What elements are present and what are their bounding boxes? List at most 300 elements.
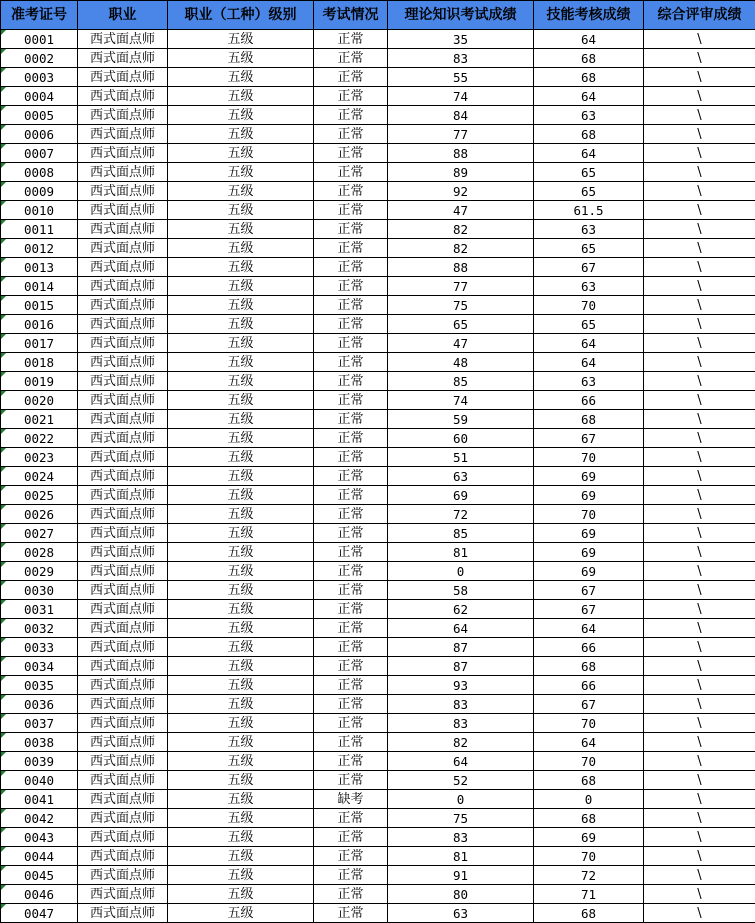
skill-score-cell[interactable]: 64 [534,87,644,106]
comprehensive-score-cell[interactable]: \ [644,638,755,657]
exam-id-cell[interactable]: 0006 [1,125,78,144]
occupation-cell[interactable]: 西式面点师 [78,790,168,809]
skill-score-cell[interactable]: 67 [534,581,644,600]
level-cell[interactable]: 五级 [168,505,314,524]
exam-id-cell[interactable]: 0038 [1,733,78,752]
theory-score-cell[interactable]: 74 [388,87,534,106]
level-cell[interactable]: 五级 [168,733,314,752]
exam-status-cell[interactable]: 正常 [314,828,388,847]
occupation-cell[interactable]: 西式面点师 [78,201,168,220]
exam-status-cell[interactable]: 正常 [314,505,388,524]
occupation-cell[interactable]: 西式面点师 [78,182,168,201]
header-occupation[interactable]: 职业 [78,1,168,30]
exam-id-cell[interactable]: 0025 [1,486,78,505]
comprehensive-score-cell[interactable]: \ [644,125,755,144]
skill-score-cell[interactable]: 68 [534,68,644,87]
comprehensive-score-cell[interactable]: \ [644,771,755,790]
level-cell[interactable]: 五级 [168,790,314,809]
level-cell[interactable]: 五级 [168,809,314,828]
level-cell[interactable]: 五级 [168,106,314,125]
level-cell[interactable]: 五级 [168,372,314,391]
comprehensive-score-cell[interactable]: \ [644,372,755,391]
skill-score-cell[interactable]: 66 [534,676,644,695]
level-cell[interactable]: 五级 [168,182,314,201]
skill-score-cell[interactable]: 66 [534,391,644,410]
comprehensive-score-cell[interactable]: \ [644,847,755,866]
occupation-cell[interactable]: 西式面点师 [78,619,168,638]
comprehensive-score-cell[interactable]: \ [644,410,755,429]
skill-score-cell[interactable]: 64 [534,619,644,638]
comprehensive-score-cell[interactable]: \ [644,505,755,524]
header-skill-score[interactable]: 技能考核成绩 [534,1,644,30]
exam-status-cell[interactable]: 正常 [314,258,388,277]
exam-status-cell[interactable]: 正常 [314,277,388,296]
occupation-cell[interactable]: 西式面点师 [78,277,168,296]
comprehensive-score-cell[interactable]: \ [644,49,755,68]
comprehensive-score-cell[interactable]: \ [644,828,755,847]
skill-score-cell[interactable]: 67 [534,695,644,714]
exam-status-cell[interactable]: 正常 [314,106,388,125]
skill-score-cell[interactable]: 65 [534,182,644,201]
exam-id-cell[interactable]: 0018 [1,353,78,372]
occupation-cell[interactable]: 西式面点师 [78,372,168,391]
occupation-cell[interactable]: 西式面点师 [78,885,168,904]
level-cell[interactable]: 五级 [168,277,314,296]
occupation-cell[interactable]: 西式面点师 [78,847,168,866]
exam-id-cell[interactable]: 0035 [1,676,78,695]
occupation-cell[interactable]: 西式面点师 [78,49,168,68]
exam-id-cell[interactable]: 0009 [1,182,78,201]
exam-id-cell[interactable]: 0008 [1,163,78,182]
exam-status-cell[interactable]: 正常 [314,904,388,923]
exam-status-cell[interactable]: 正常 [314,885,388,904]
occupation-cell[interactable]: 西式面点师 [78,30,168,49]
theory-score-cell[interactable]: 64 [388,752,534,771]
skill-score-cell[interactable]: 66 [534,638,644,657]
skill-score-cell[interactable]: 68 [534,904,644,923]
comprehensive-score-cell[interactable]: \ [644,220,755,239]
comprehensive-score-cell[interactable]: \ [644,201,755,220]
occupation-cell[interactable]: 西式面点师 [78,809,168,828]
level-cell[interactable]: 五级 [168,638,314,657]
comprehensive-score-cell[interactable]: \ [644,904,755,923]
exam-status-cell[interactable]: 正常 [314,638,388,657]
skill-score-cell[interactable]: 68 [534,771,644,790]
exam-status-cell[interactable]: 正常 [314,49,388,68]
skill-score-cell[interactable]: 64 [534,353,644,372]
comprehensive-score-cell[interactable]: \ [644,581,755,600]
theory-score-cell[interactable]: 64 [388,619,534,638]
exam-id-cell[interactable]: 0013 [1,258,78,277]
comprehensive-score-cell[interactable]: \ [644,429,755,448]
exam-id-cell[interactable]: 0044 [1,847,78,866]
level-cell[interactable]: 五级 [168,429,314,448]
level-cell[interactable]: 五级 [168,201,314,220]
skill-score-cell[interactable]: 68 [534,809,644,828]
level-cell[interactable]: 五级 [168,144,314,163]
theory-score-cell[interactable]: 63 [388,904,534,923]
theory-score-cell[interactable]: 48 [388,353,534,372]
occupation-cell[interactable]: 西式面点师 [78,904,168,923]
exam-status-cell[interactable]: 正常 [314,486,388,505]
comprehensive-score-cell[interactable]: \ [644,182,755,201]
theory-score-cell[interactable]: 75 [388,809,534,828]
skill-score-cell[interactable]: 72 [534,866,644,885]
skill-score-cell[interactable]: 64 [534,733,644,752]
theory-score-cell[interactable]: 83 [388,695,534,714]
skill-score-cell[interactable]: 71 [534,885,644,904]
occupation-cell[interactable]: 西式面点师 [78,600,168,619]
exam-id-cell[interactable]: 0003 [1,68,78,87]
level-cell[interactable]: 五级 [168,49,314,68]
exam-id-cell[interactable]: 0029 [1,562,78,581]
theory-score-cell[interactable]: 59 [388,410,534,429]
level-cell[interactable]: 五级 [168,163,314,182]
level-cell[interactable]: 五级 [168,524,314,543]
exam-status-cell[interactable]: 正常 [314,714,388,733]
theory-score-cell[interactable]: 82 [388,239,534,258]
theory-score-cell[interactable]: 83 [388,714,534,733]
comprehensive-score-cell[interactable]: \ [644,486,755,505]
theory-score-cell[interactable]: 35 [388,30,534,49]
skill-score-cell[interactable]: 64 [534,30,644,49]
skill-score-cell[interactable]: 67 [534,429,644,448]
exam-status-cell[interactable]: 缺考 [314,790,388,809]
exam-status-cell[interactable]: 正常 [314,125,388,144]
comprehensive-score-cell[interactable]: \ [644,809,755,828]
exam-status-cell[interactable]: 正常 [314,562,388,581]
comprehensive-score-cell[interactable]: \ [644,296,755,315]
header-exam-id[interactable]: 准考证号 [1,1,78,30]
occupation-cell[interactable]: 西式面点师 [78,334,168,353]
occupation-cell[interactable]: 西式面点师 [78,315,168,334]
occupation-cell[interactable]: 西式面点师 [78,657,168,676]
exam-status-cell[interactable]: 正常 [314,752,388,771]
occupation-cell[interactable]: 西式面点师 [78,239,168,258]
exam-status-cell[interactable]: 正常 [314,30,388,49]
exam-status-cell[interactable]: 正常 [314,847,388,866]
exam-status-cell[interactable]: 正常 [314,334,388,353]
skill-score-cell[interactable]: 64 [534,144,644,163]
skill-score-cell[interactable]: 70 [534,448,644,467]
comprehensive-score-cell[interactable]: \ [644,695,755,714]
occupation-cell[interactable]: 西式面点师 [78,448,168,467]
skill-score-cell[interactable]: 70 [534,505,644,524]
theory-score-cell[interactable]: 93 [388,676,534,695]
level-cell[interactable]: 五级 [168,87,314,106]
exam-id-cell[interactable]: 0017 [1,334,78,353]
occupation-cell[interactable]: 西式面点师 [78,220,168,239]
exam-status-cell[interactable]: 正常 [314,68,388,87]
occupation-cell[interactable]: 西式面点师 [78,581,168,600]
level-cell[interactable]: 五级 [168,258,314,277]
comprehensive-score-cell[interactable]: \ [644,733,755,752]
exam-status-cell[interactable]: 正常 [314,201,388,220]
level-cell[interactable]: 五级 [168,353,314,372]
exam-id-cell[interactable]: 0042 [1,809,78,828]
occupation-cell[interactable]: 西式面点师 [78,771,168,790]
comprehensive-score-cell[interactable]: \ [644,87,755,106]
theory-score-cell[interactable]: 82 [388,220,534,239]
exam-id-cell[interactable]: 0019 [1,372,78,391]
level-cell[interactable]: 五级 [168,695,314,714]
skill-score-cell[interactable]: 0 [534,790,644,809]
exam-id-cell[interactable]: 0030 [1,581,78,600]
exam-status-cell[interactable]: 正常 [314,372,388,391]
exam-status-cell[interactable]: 正常 [314,581,388,600]
occupation-cell[interactable]: 西式面点师 [78,524,168,543]
level-cell[interactable]: 五级 [168,68,314,87]
exam-status-cell[interactable]: 正常 [314,391,388,410]
theory-score-cell[interactable]: 77 [388,125,534,144]
exam-id-cell[interactable]: 0015 [1,296,78,315]
comprehensive-score-cell[interactable]: \ [644,68,755,87]
exam-status-cell[interactable]: 正常 [314,866,388,885]
skill-score-cell[interactable]: 63 [534,277,644,296]
comprehensive-score-cell[interactable]: \ [644,524,755,543]
occupation-cell[interactable]: 西式面点师 [78,68,168,87]
theory-score-cell[interactable]: 89 [388,163,534,182]
skill-score-cell[interactable]: 68 [534,410,644,429]
exam-status-cell[interactable]: 正常 [314,657,388,676]
theory-score-cell[interactable]: 47 [388,334,534,353]
exam-status-cell[interactable]: 正常 [314,410,388,429]
comprehensive-score-cell[interactable]: \ [644,866,755,885]
theory-score-cell[interactable]: 69 [388,486,534,505]
exam-status-cell[interactable]: 正常 [314,676,388,695]
exam-status-cell[interactable]: 正常 [314,144,388,163]
occupation-cell[interactable]: 西式面点师 [78,562,168,581]
exam-id-cell[interactable]: 0043 [1,828,78,847]
theory-score-cell[interactable]: 75 [388,296,534,315]
exam-id-cell[interactable]: 0027 [1,524,78,543]
occupation-cell[interactable]: 西式面点师 [78,106,168,125]
comprehensive-score-cell[interactable]: \ [644,885,755,904]
exam-status-cell[interactable]: 正常 [314,448,388,467]
header-comprehensive-score[interactable]: 综合评审成绩 [644,1,755,30]
exam-id-cell[interactable]: 0012 [1,239,78,258]
skill-score-cell[interactable]: 70 [534,752,644,771]
exam-id-cell[interactable]: 0004 [1,87,78,106]
exam-status-cell[interactable]: 正常 [314,467,388,486]
occupation-cell[interactable]: 西式面点师 [78,353,168,372]
level-cell[interactable]: 五级 [168,657,314,676]
occupation-cell[interactable]: 西式面点师 [78,391,168,410]
theory-score-cell[interactable]: 84 [388,106,534,125]
occupation-cell[interactable]: 西式面点师 [78,429,168,448]
skill-score-cell[interactable]: 69 [534,543,644,562]
level-cell[interactable]: 五级 [168,315,314,334]
exam-status-cell[interactable]: 正常 [314,543,388,562]
level-cell[interactable]: 五级 [168,296,314,315]
occupation-cell[interactable]: 西式面点师 [78,714,168,733]
exam-status-cell[interactable]: 正常 [314,353,388,372]
exam-status-cell[interactable]: 正常 [314,809,388,828]
comprehensive-score-cell[interactable]: \ [644,448,755,467]
exam-id-cell[interactable]: 0033 [1,638,78,657]
exam-status-cell[interactable]: 正常 [314,619,388,638]
occupation-cell[interactable]: 西式面点师 [78,752,168,771]
exam-id-cell[interactable]: 0021 [1,410,78,429]
exam-id-cell[interactable]: 0005 [1,106,78,125]
skill-score-cell[interactable]: 68 [534,125,644,144]
exam-id-cell[interactable]: 0010 [1,201,78,220]
theory-score-cell[interactable]: 92 [388,182,534,201]
exam-id-cell[interactable]: 0028 [1,543,78,562]
theory-score-cell[interactable]: 58 [388,581,534,600]
exam-id-cell[interactable]: 0031 [1,600,78,619]
level-cell[interactable]: 五级 [168,467,314,486]
skill-score-cell[interactable]: 69 [534,828,644,847]
level-cell[interactable]: 五级 [168,543,314,562]
theory-score-cell[interactable]: 60 [388,429,534,448]
level-cell[interactable]: 五级 [168,125,314,144]
theory-score-cell[interactable]: 55 [388,68,534,87]
occupation-cell[interactable]: 西式面点师 [78,163,168,182]
theory-score-cell[interactable]: 65 [388,315,534,334]
skill-score-cell[interactable]: 64 [534,334,644,353]
exam-status-cell[interactable]: 正常 [314,524,388,543]
level-cell[interactable]: 五级 [168,410,314,429]
comprehensive-score-cell[interactable]: \ [644,543,755,562]
skill-score-cell[interactable]: 65 [534,239,644,258]
skill-score-cell[interactable]: 70 [534,847,644,866]
comprehensive-score-cell[interactable]: \ [644,790,755,809]
occupation-cell[interactable]: 西式面点师 [78,676,168,695]
skill-score-cell[interactable]: 70 [534,296,644,315]
theory-score-cell[interactable]: 0 [388,562,534,581]
comprehensive-score-cell[interactable]: \ [644,30,755,49]
occupation-cell[interactable]: 西式面点师 [78,296,168,315]
exam-id-cell[interactable]: 0022 [1,429,78,448]
skill-score-cell[interactable]: 68 [534,49,644,68]
exam-status-cell[interactable]: 正常 [314,239,388,258]
skill-score-cell[interactable]: 65 [534,315,644,334]
exam-status-cell[interactable]: 正常 [314,220,388,239]
comprehensive-score-cell[interactable]: \ [644,714,755,733]
exam-status-cell[interactable]: 正常 [314,429,388,448]
occupation-cell[interactable]: 西式面点师 [78,543,168,562]
theory-score-cell[interactable]: 83 [388,828,534,847]
theory-score-cell[interactable]: 85 [388,372,534,391]
exam-id-cell[interactable]: 0045 [1,866,78,885]
exam-id-cell[interactable]: 0041 [1,790,78,809]
exam-status-cell[interactable]: 正常 [314,163,388,182]
level-cell[interactable]: 五级 [168,391,314,410]
skill-score-cell[interactable]: 63 [534,220,644,239]
level-cell[interactable]: 五级 [168,885,314,904]
exam-status-cell[interactable]: 正常 [314,771,388,790]
level-cell[interactable]: 五级 [168,847,314,866]
theory-score-cell[interactable]: 0 [388,790,534,809]
occupation-cell[interactable]: 西式面点师 [78,638,168,657]
exam-id-cell[interactable]: 0002 [1,49,78,68]
comprehensive-score-cell[interactable]: \ [644,562,755,581]
exam-id-cell[interactable]: 0016 [1,315,78,334]
theory-score-cell[interactable]: 83 [388,49,534,68]
exam-id-cell[interactable]: 0007 [1,144,78,163]
theory-score-cell[interactable]: 51 [388,448,534,467]
level-cell[interactable]: 五级 [168,714,314,733]
skill-score-cell[interactable]: 65 [534,163,644,182]
occupation-cell[interactable]: 西式面点师 [78,144,168,163]
occupation-cell[interactable]: 西式面点师 [78,87,168,106]
skill-score-cell[interactable]: 63 [534,106,644,125]
comprehensive-score-cell[interactable]: \ [644,106,755,125]
theory-score-cell[interactable]: 62 [388,600,534,619]
header-theory-score[interactable]: 理论知识考试成绩 [388,1,534,30]
comprehensive-score-cell[interactable]: \ [644,619,755,638]
occupation-cell[interactable]: 西式面点师 [78,505,168,524]
exam-status-cell[interactable]: 正常 [314,182,388,201]
level-cell[interactable]: 五级 [168,486,314,505]
exam-id-cell[interactable]: 0026 [1,505,78,524]
level-cell[interactable]: 五级 [168,334,314,353]
theory-score-cell[interactable]: 77 [388,277,534,296]
occupation-cell[interactable]: 西式面点师 [78,410,168,429]
exam-id-cell[interactable]: 0011 [1,220,78,239]
comprehensive-score-cell[interactable]: \ [644,163,755,182]
occupation-cell[interactable]: 西式面点师 [78,828,168,847]
skill-score-cell[interactable]: 69 [534,467,644,486]
skill-score-cell[interactable]: 69 [534,486,644,505]
theory-score-cell[interactable]: 63 [388,467,534,486]
occupation-cell[interactable]: 西式面点师 [78,486,168,505]
exam-status-cell[interactable]: 正常 [314,296,388,315]
exam-status-cell[interactable]: 正常 [314,695,388,714]
occupation-cell[interactable]: 西式面点师 [78,258,168,277]
header-exam-status[interactable]: 考试情况 [314,1,388,30]
comprehensive-score-cell[interactable]: \ [644,657,755,676]
occupation-cell[interactable]: 西式面点师 [78,695,168,714]
level-cell[interactable]: 五级 [168,904,314,923]
exam-id-cell[interactable]: 0024 [1,467,78,486]
theory-score-cell[interactable]: 47 [388,201,534,220]
exam-id-cell[interactable]: 0001 [1,30,78,49]
theory-score-cell[interactable]: 81 [388,543,534,562]
skill-score-cell[interactable]: 69 [534,524,644,543]
level-cell[interactable]: 五级 [168,619,314,638]
exam-status-cell[interactable]: 正常 [314,733,388,752]
level-cell[interactable]: 五级 [168,600,314,619]
skill-score-cell[interactable]: 61.5 [534,201,644,220]
comprehensive-score-cell[interactable]: \ [644,334,755,353]
theory-score-cell[interactable]: 88 [388,144,534,163]
exam-id-cell[interactable]: 0046 [1,885,78,904]
occupation-cell[interactable]: 西式面点师 [78,866,168,885]
theory-score-cell[interactable]: 80 [388,885,534,904]
level-cell[interactable]: 五级 [168,562,314,581]
level-cell[interactable]: 五级 [168,581,314,600]
comprehensive-score-cell[interactable]: \ [644,315,755,334]
theory-score-cell[interactable]: 87 [388,638,534,657]
skill-score-cell[interactable]: 70 [534,714,644,733]
comprehensive-score-cell[interactable]: \ [644,239,755,258]
exam-status-cell[interactable]: 正常 [314,600,388,619]
skill-score-cell[interactable]: 69 [534,562,644,581]
occupation-cell[interactable]: 西式面点师 [78,467,168,486]
level-cell[interactable]: 五级 [168,676,314,695]
exam-status-cell[interactable]: 正常 [314,315,388,334]
comprehensive-score-cell[interactable]: \ [644,391,755,410]
theory-score-cell[interactable]: 88 [388,258,534,277]
theory-score-cell[interactable]: 74 [388,391,534,410]
level-cell[interactable]: 五级 [168,220,314,239]
exam-id-cell[interactable]: 0014 [1,277,78,296]
skill-score-cell[interactable]: 67 [534,258,644,277]
exam-status-cell[interactable]: 正常 [314,87,388,106]
exam-id-cell[interactable]: 0040 [1,771,78,790]
